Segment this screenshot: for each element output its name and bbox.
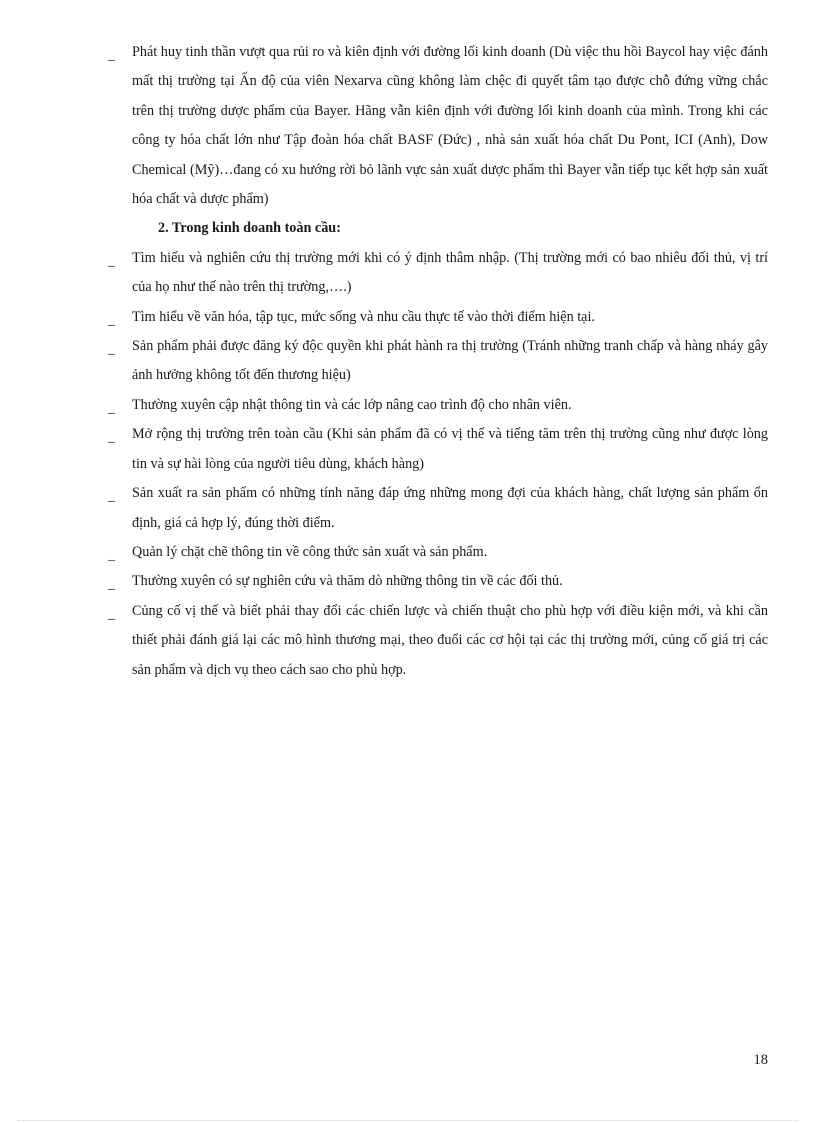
bullet-text: Sản xuất ra sản phẩm có những tính năng đáp ứng những mong đợi của khách hàng, chất lượng sản phẩm ổn định, giá cả hợp lý, đúng thời điểm. [132, 485, 768, 531]
bullet-marker: _ [108, 547, 115, 563]
bullet-marker: _ [108, 430, 115, 446]
bullet-item [108, 244, 768, 303]
bullet-item [108, 391, 768, 420]
bullet-marker: _ [108, 606, 115, 622]
bullet-item [108, 538, 768, 567]
bullet-marker: _ [108, 489, 115, 505]
bullet-item [108, 303, 768, 332]
bullet-text: Thường xuyên cập nhật thông tin và các lớp nâng cao trình độ cho nhân viên. [132, 396, 572, 413]
bullet-marker: _ [108, 48, 115, 63]
bullet-item [108, 479, 768, 538]
bullet-text: Củng cố vị thế và biết phải thay đổi các chiến lược và chiến thuật cho phù hợp với điều kiện mới, và khi cần thiết phải đánh giá lại các mô hình thương mại, theo đuổi các cơ hội tại các thị trường mới, củng cố giá trị các sản phẩm và dịch vụ theo cách sao cho phù hợp. [132, 602, 768, 678]
bullet-item [108, 420, 768, 479]
bullet-item [108, 597, 768, 685]
bullet-text: Sản phẩm phải được đăng ký độc quyền khi phát hành ra thị trường (Tránh những tranh chấp và hàng nháy gây ảnh hưởng không tốt đến thương hiệu) [132, 338, 768, 384]
bullet-item [108, 332, 768, 391]
bullet-text: Thường xuyên có sự nghiên cứu và thăm dò những thông tin về các đối thủ. [132, 573, 563, 590]
bullet-marker: _ [108, 312, 115, 328]
bullet-marker: _ [108, 342, 115, 358]
footer-divider [18, 1120, 798, 1121]
bullet-text: Tìm hiểu về văn hóa, tập tục, mức sống và nhu cầu thực tế vào thời điểm hiện tại. [132, 308, 595, 325]
bullet-marker: _ [108, 577, 115, 593]
bullet-item [108, 567, 768, 596]
document-body [108, 38, 768, 685]
bullet-text: Phát huy tinh thần vượt qua rủi ro và kiên định với đường lối kinh doanh (Dù việc thu hồi Baycol hay việc đánh mất thị trường tại Ấn độ của viên Nexarva cũng không làm chệc đi quyết tâm tạo được chỗ đứng vững chắc trên thị trường dược phẩm của Bayer. Hãng vẫn kiên định với đường lối kinh doanh của mình. Trong khi các công ty hóa chất lớn như Tập đoàn hóa chất BASF (Đức) , nhà sản xuất hóa chất Du Pont, ICI (Anh), Dow Chemical (Mỹ)…đang có xu hướng rời bỏ lãnh vực sản xuất dược phẩm thì Bayer vẫn tiếp tục kết hợp sản xuất hóa chất và dược phẩm) [132, 44, 768, 208]
bullet-marker: _ [108, 400, 115, 416]
bullet-marker: _ [108, 253, 115, 269]
page-number: 18 [753, 1052, 768, 1068]
bullet-text: Tìm hiểu và nghiên cứu thị trường mới khi có ý định thâm nhập. (Thị trường mới có bao nhiêu đối thủ, vị trí của họ như thế nào trên thị trường,….) [132, 249, 768, 296]
bullet-text: Mở rộng thị trường trên toàn cầu (Khi sản phẩm đã có vị thế và tiếng tăm trên thị trường cũng như được lòng tin và sự hài lòng của người tiêu dùng, khách hàng) [132, 426, 768, 472]
bullet-item [108, 38, 768, 214]
bullet-text: Quản lý chặt chẽ thông tin về công thức sản xuất và sản phẩm. [132, 543, 488, 560]
section-heading: 2. Trong kinh doanh toàn cầu: [158, 220, 341, 237]
